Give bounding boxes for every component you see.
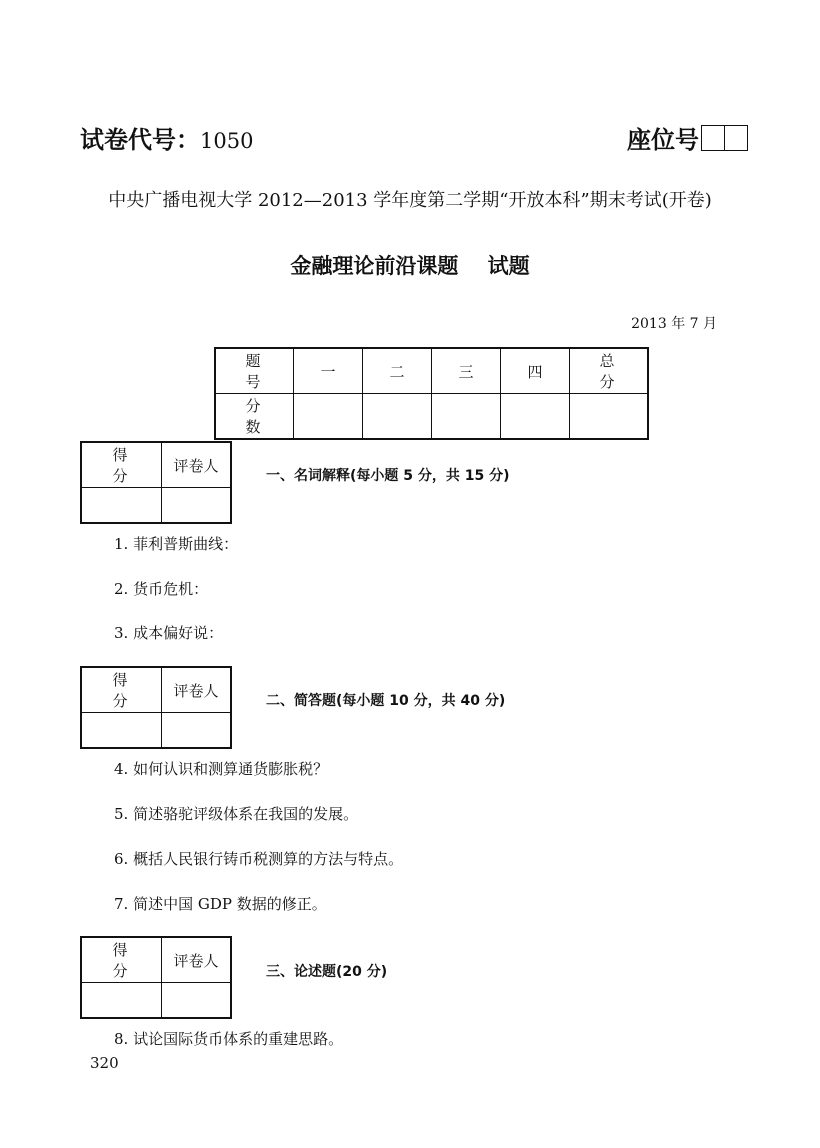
score-table-cell: 四: [501, 348, 570, 394]
grader-score-label: 得 分: [81, 937, 162, 983]
grader-score-label: 得 分: [81, 442, 162, 488]
grader-name-label: 评卷人: [162, 442, 232, 488]
seat-box-2: [725, 126, 747, 150]
seat-number-boxes: [701, 125, 748, 151]
question-item: 6. 概括人民银行铸币税测算的方法与特点。: [114, 850, 404, 868]
score-table-cell: 题 号: [215, 348, 294, 394]
score-cell-blank: [570, 394, 649, 440]
score-table-cell: 总 分: [570, 348, 649, 394]
score-cell-blank: [501, 394, 570, 440]
exam-code: [80, 120, 253, 155]
exam-code-value: 1050: [200, 129, 254, 153]
grader-score-blank: [81, 488, 162, 524]
question-item: 2. 货币危机：: [114, 580, 209, 598]
course-title: 金融理论前沿课题 试题: [290, 254, 530, 278]
seat-number: [627, 120, 748, 155]
exam-code-label: 试卷代号：: [80, 126, 200, 154]
section-title: 一、名词解释(每小题 5 分，共 15 分): [266, 468, 510, 484]
question-item: 4. 如何认识和测算通货膨胀税？: [114, 760, 329, 778]
grader-name-blank: [162, 713, 232, 749]
grader-score-label: 得 分: [81, 667, 162, 713]
question-item: 8. 试论国际货币体系的重建思路。: [114, 1030, 344, 1048]
grader-box-1: [80, 441, 232, 524]
score-table-cell: 分 数: [215, 394, 294, 440]
page-number: 320: [90, 1054, 119, 1072]
question-item: 3. 成本偏好说：: [114, 624, 224, 642]
seat-box-1: [702, 126, 725, 150]
seat-number-label: 座位号: [627, 126, 699, 154]
score-cell-blank: [363, 394, 432, 440]
grader-score-blank: [81, 983, 162, 1019]
score-table-cell: 一: [294, 348, 363, 394]
grader-name-blank: [162, 983, 232, 1019]
question-item: 5. 简述骆驼评级体系在我国的发展。: [114, 805, 359, 823]
section-title: 三、论述题(20 分): [266, 964, 388, 980]
grader-box-2: [80, 666, 232, 749]
grader-name-label: 评卷人: [162, 937, 232, 983]
question-item: 1. 菲利普斯曲线：: [114, 535, 239, 553]
score-table-cell: 三: [432, 348, 501, 394]
grader-box-3: [80, 936, 232, 1019]
exam-date: 2013 年 7 月: [631, 316, 717, 332]
grader-score-blank: [81, 713, 162, 749]
question-item: 7. 简述中国 GDP 数据的修正。: [114, 895, 327, 913]
section-title: 二、简答题(每小题 10 分，共 40 分): [266, 693, 506, 709]
grader-name-blank: [162, 488, 232, 524]
score-table-score-row: [215, 394, 648, 440]
score-cell-blank: [432, 394, 501, 440]
score-table-cell: 二: [363, 348, 432, 394]
score-table-header-row: [215, 348, 648, 394]
grader-name-label: 评卷人: [162, 667, 232, 713]
score-summary-table: [214, 347, 649, 440]
score-cell-blank: [294, 394, 363, 440]
exam-title: 中央广播电视大学 2012—2013 学年度第二学期“开放本科”期末考试(开卷): [108, 190, 712, 211]
